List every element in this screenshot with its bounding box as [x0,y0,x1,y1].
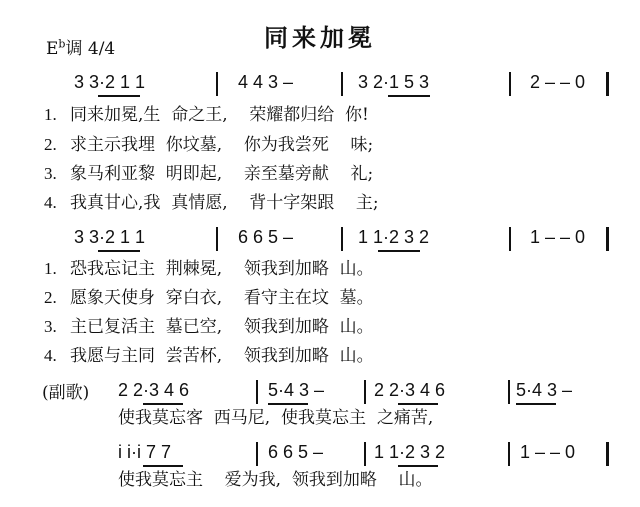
eighth-beam [98,250,140,252]
final-barline [606,442,609,466]
verse-number: 4. [44,193,57,212]
eighth-beam [388,95,430,97]
chorus-measure-6: 6 6 5 – [268,442,324,462]
eighth-beam [143,403,183,405]
chorus-notation-row-1 [0,378,640,408]
chorus-measure-8: 1 – – 0 [520,442,576,462]
eighth-beam [516,403,556,405]
final-barline [606,227,609,251]
verse-line [44,192,379,214]
verse-text: 我愿与主同 尝苦杯, 领我到加略 山。 [70,346,374,366]
eighth-beam [398,403,438,405]
barline [509,227,511,251]
chorus-measure-2: 5·4 3 – [268,380,325,400]
key-letter: E [46,39,59,59]
chorus-measure-3: 2 2·3 4 6 [374,380,446,400]
chorus-measure-5: i i·i 7 7 [118,442,172,462]
barline [216,227,218,251]
time-signature: 调 4/4 [65,39,116,59]
verse-number: 2. [44,288,57,307]
key-flat: b [58,37,66,51]
barline [341,72,343,96]
eighth-beam [378,250,420,252]
verse-text: 求主示我埋 你坟墓, 你为我尝死 味; [70,135,374,155]
barline [216,72,218,96]
verse-text: 我真甘心,我 真情愿, 背十字架跟 主; [70,193,379,213]
verse-text: 主已复活主 墓已空, 领我到加略 山。 [70,317,374,337]
barline [341,227,343,251]
verse-number: 2. [44,135,57,154]
measure-2-1: 3 3·2 1 1 [74,227,146,247]
chorus-label: (副歌) [42,383,90,403]
final-barline [606,72,609,96]
barline [508,380,510,404]
song-title: 同来加冕 [264,24,376,52]
eighth-beam [268,403,308,405]
notation-row-1 [0,70,640,100]
chorus-lyric-1: 使我莫忘客 西马尼, 使我莫忘主 之痛苦, [118,408,434,428]
chorus-measure-1: 2 2·3 4 6 [118,380,190,400]
verse-number: 3. [44,317,57,336]
chorus-lyric-2: 使我莫忘主 爱为我, 领我到加略 山。 [118,470,433,490]
chorus-notation-row-2 [0,440,640,470]
notation-row-2 [0,225,640,255]
measure-1-1: 3 3·2 1 1 [74,72,146,92]
verse-line [44,134,373,156]
barline [364,442,366,466]
verse-number: 3. [44,164,57,183]
measure-2-4: 1 – – 0 [530,227,586,247]
eighth-beam [398,465,438,467]
barline [256,442,258,466]
verse-line [44,287,374,309]
verse-text: 愿象天使身 穿白衣, 看守主在坟 墓。 [70,288,374,308]
chorus-measure-7: 1 1·2 3 2 [374,442,446,462]
measure-1-2: 4 4 3 – [238,72,294,92]
barline [508,442,510,466]
eighth-beam [98,95,140,97]
verse-number: 1. [44,105,57,124]
verse-text: 恐我忘记主 荆棘冕, 领我到加略 山。 [70,259,374,279]
barline [256,380,258,404]
barline [509,72,511,96]
verse-text: 象马利亚黎 明即起, 亲至墓旁献 礼; [70,164,374,184]
verse-number: 4. [44,346,57,365]
key-signature [46,34,115,59]
verse-number: 1. [44,259,57,278]
verse-line [44,316,374,338]
chorus-measure-4: 5·4 3 – [516,380,573,400]
measure-2-2: 6 6 5 – [238,227,294,247]
measure-1-3: 3 2·1 5 3 [358,72,430,92]
verse-line [44,163,373,185]
barline [364,380,366,404]
measure-2-3: 1 1·2 3 2 [358,227,430,247]
verse-line [44,104,369,126]
verse-line [44,258,374,280]
measure-1-4: 2 – – 0 [530,72,586,92]
verse-text: 同来加冕,生 命之王, 荣耀都归给 你! [70,105,369,125]
verse-line [44,345,374,367]
eighth-beam [143,465,183,467]
